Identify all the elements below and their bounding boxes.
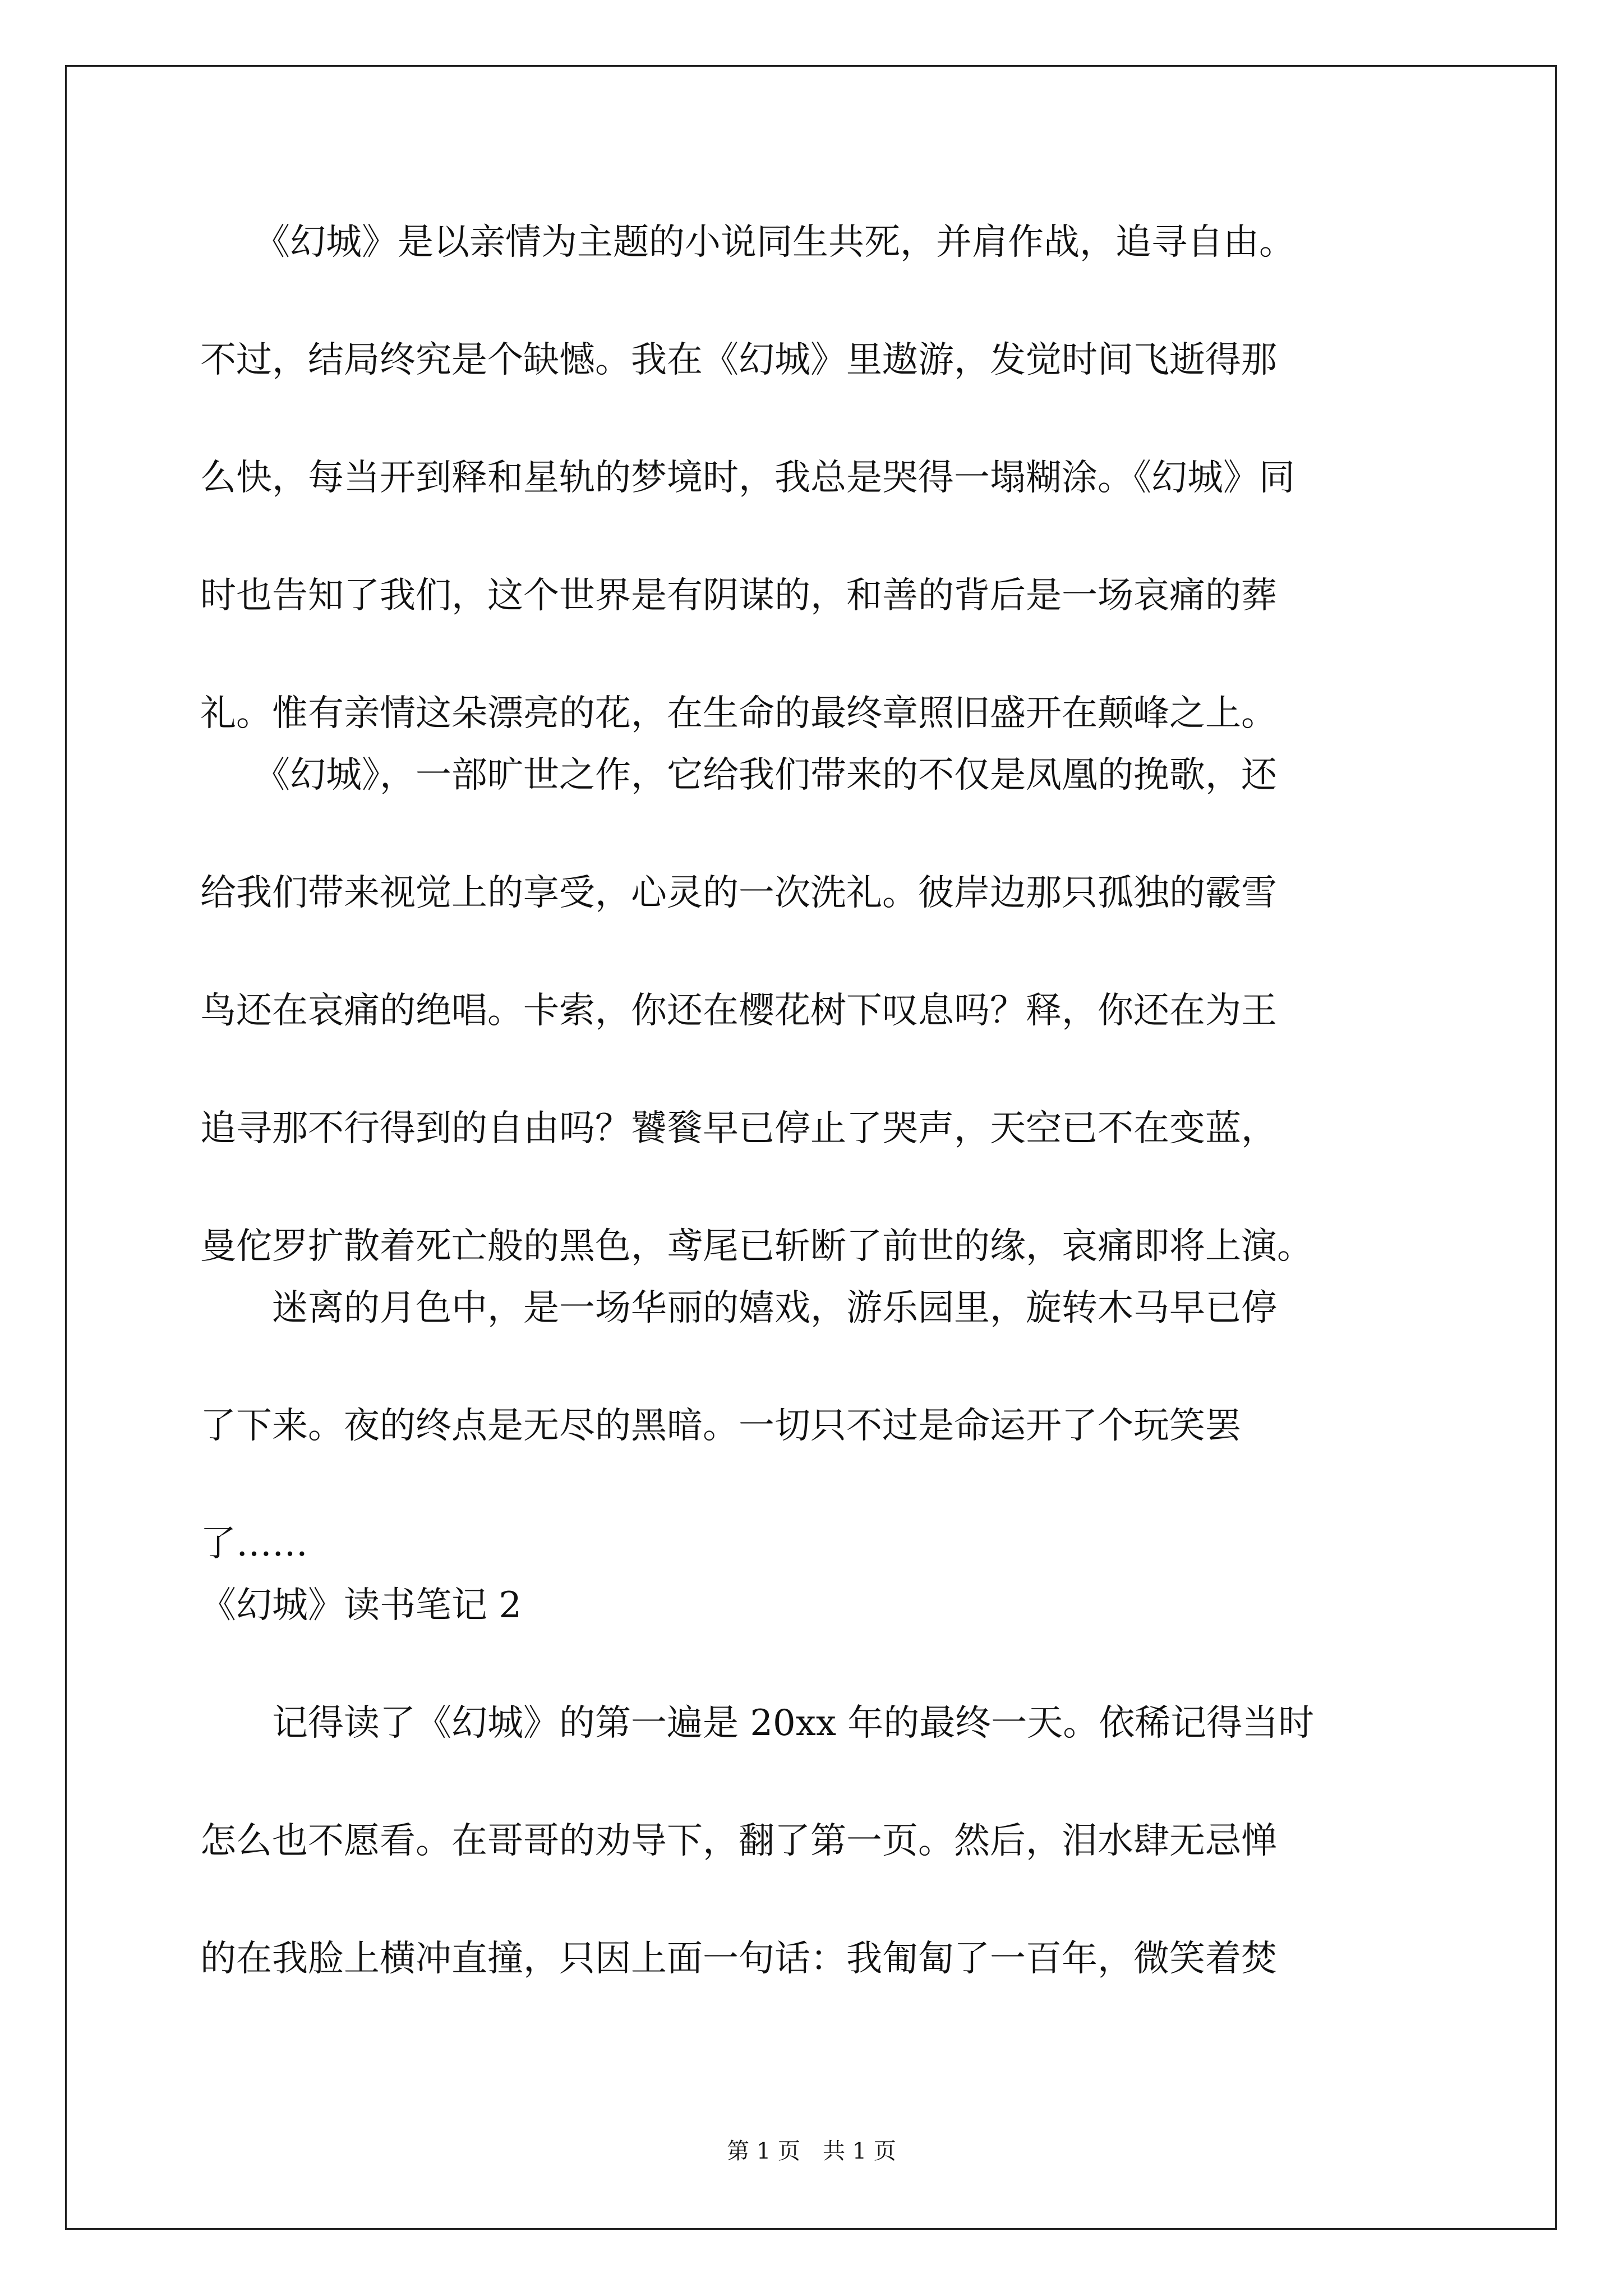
text-line: 《幻城》是以亲情为主题的小说同生共死，并肩作战，追寻自由。 [200,222,1295,263]
text-line: 给我们带来视觉上的享受，心灵的一次洗礼。彼岸边那只孤独的霰雪 [200,872,1277,914]
text-line: 了下来。夜的终点是无尽的黑暗。一切只不过是命运开了个玩笑罢 [200,1405,1241,1447]
text-line: 曼佗罗扩散着死亡般的黑色，鸢尾已斩断了前世的缘，哀痛即将上演。 [200,1226,1313,1267]
text-line: 《幻城》，一部旷世之作，它给我们带来的不仅是凤凰的挽歌，还 [200,754,1277,796]
text-line: 不过，结局终究是个缺憾。我在《幻城》里遨游，发觉时间飞逝得那 [200,339,1277,381]
text-line: 鸟还在哀痛的绝唱。卡索，你还在樱花树下叹息吗？释，你还在为王 [200,990,1277,1032]
text-line: 记得读了《幻城》的第一遍是 20xx 年的最终一天。依稀记得当时 [200,1703,1315,1744]
text-line: 追寻那不行得到的自由吗？饕餮早已停止了哭声，天空已不在变蓝， [200,1108,1277,1149]
text-line: 么快，每当开到释和星轨的梦境时，我总是哭得一塌糊涂。《幻城》同 [200,457,1295,499]
text-line: 礼。惟有亲情这朵漂亮的花，在生命的最终章照旧盛开在颠峰之上。 [200,693,1277,734]
section-heading: 《幻城》读书笔记 2 [200,1585,522,1626]
text-line: 了…… [200,1523,308,1565]
text-line: 的在我脸上横冲直撞，只因上面一句话：我匍匐了一百年，微笑着焚 [200,1938,1277,1980]
text-line: 迷离的月色中，是一场华丽的嬉戏，游乐园里，旋转木马早已停 [200,1287,1277,1329]
text-line: 时也告知了我们，这个世界是有阴谋的，和善的背后是一场哀痛的葬 [200,575,1277,616]
text-line: 怎么也不愿看。在哥哥的劝导下，翻了第一页。然后，泪水肆无忌惮 [200,1820,1277,1862]
page-footer: 第 1 页 共 1 页 [727,2138,896,2164]
